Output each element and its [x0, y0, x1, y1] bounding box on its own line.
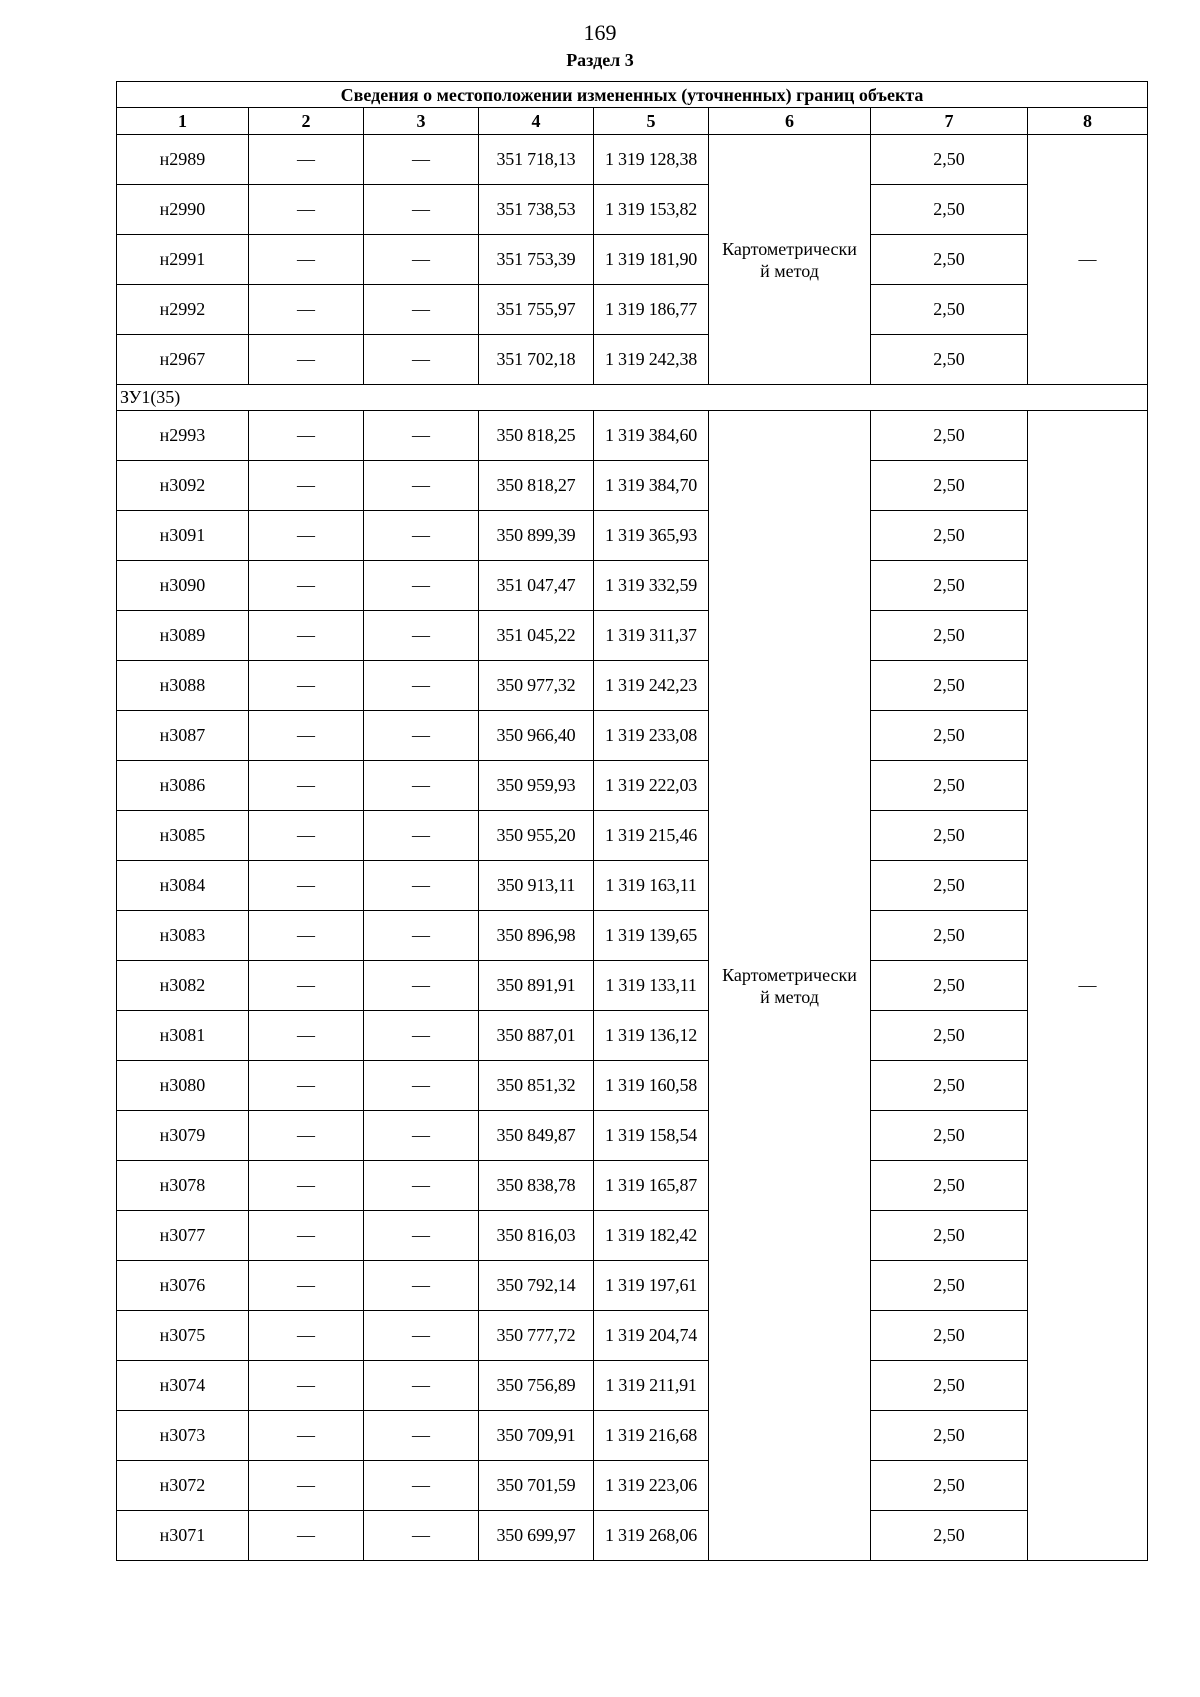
point-id-cell: н3078: [117, 1161, 249, 1211]
column-2-cell: —: [249, 1061, 364, 1111]
accuracy-cell: 2,50: [871, 1011, 1028, 1061]
column-3-cell: —: [364, 1361, 479, 1411]
x-coordinate-cell: 350 777,72: [479, 1311, 594, 1361]
point-id-cell: н2990: [117, 185, 249, 235]
x-coordinate-cell: 350 756,89: [479, 1361, 594, 1411]
column-2-cell: —: [249, 1311, 364, 1361]
accuracy-cell: 2,50: [871, 285, 1028, 335]
x-coordinate-cell: 350 838,78: [479, 1161, 594, 1211]
x-coordinate-cell: 350 818,27: [479, 461, 594, 511]
column-3-cell: —: [364, 1261, 479, 1311]
y-coordinate-cell: 1 319 332,59: [594, 561, 709, 611]
table-row: [117, 285, 1148, 335]
x-coordinate-cell: 350 913,11: [479, 861, 594, 911]
x-coordinate-cell: 350 899,39: [479, 511, 594, 561]
column-3-cell: —: [364, 511, 479, 561]
x-coordinate-cell: 350 849,87: [479, 1111, 594, 1161]
point-id-cell: н2967: [117, 335, 249, 385]
column-number: 4: [479, 108, 594, 135]
x-coordinate-cell: 351 045,22: [479, 611, 594, 661]
table-row: [117, 1111, 1148, 1161]
column-2-cell: —: [249, 1211, 364, 1261]
y-coordinate-cell: 1 319 153,82: [594, 185, 709, 235]
table-caption-row: [117, 82, 1148, 108]
column-2-cell: —: [249, 235, 364, 285]
table-row: [117, 1461, 1148, 1511]
page-number: 169: [583, 20, 617, 45]
accuracy-cell: 2,50: [871, 185, 1028, 235]
column-2-cell: —: [249, 811, 364, 861]
accuracy-cell: 2,50: [871, 1461, 1028, 1511]
column-number: 1: [117, 108, 249, 135]
column-3-cell: —: [364, 761, 479, 811]
group-label: ЗУ1(35): [117, 385, 1148, 411]
accuracy-cell: 2,50: [871, 611, 1028, 661]
column-3-cell: —: [364, 1161, 479, 1211]
y-coordinate-cell: 1 319 160,58: [594, 1061, 709, 1111]
column-3-cell: —: [364, 1461, 479, 1511]
column-3-cell: —: [364, 1011, 479, 1061]
point-id-cell: н3075: [117, 1311, 249, 1361]
accuracy-cell: 2,50: [871, 961, 1028, 1011]
column-2-cell: —: [249, 711, 364, 761]
table-row: [117, 711, 1148, 761]
table-row: [117, 1061, 1148, 1111]
accuracy-cell: 2,50: [871, 1511, 1028, 1561]
method-text-line2: й метод: [760, 260, 819, 281]
point-id-cell: н3072: [117, 1461, 249, 1511]
method-cell: [709, 135, 871, 385]
column-3-cell: —: [364, 561, 479, 611]
y-coordinate-cell: 1 319 268,06: [594, 1511, 709, 1561]
column-3-cell: —: [364, 661, 479, 711]
accuracy-cell: 2,50: [871, 861, 1028, 911]
table-row: [117, 1011, 1148, 1061]
table-row: [117, 1411, 1148, 1461]
column-2-cell: —: [249, 1111, 364, 1161]
column-3-cell: —: [364, 335, 479, 385]
column-2-cell: —: [249, 1411, 364, 1461]
y-coordinate-cell: 1 319 182,42: [594, 1211, 709, 1261]
y-coordinate-cell: 1 319 211,91: [594, 1361, 709, 1411]
point-id-cell: н3090: [117, 561, 249, 611]
point-id-cell: н2993: [117, 411, 249, 461]
group-label-row: [117, 385, 1148, 411]
accuracy-cell: 2,50: [871, 1061, 1028, 1111]
table-row: [117, 1211, 1148, 1261]
accuracy-cell: 2,50: [871, 911, 1028, 961]
column-3-cell: —: [364, 461, 479, 511]
table-row: [117, 561, 1148, 611]
column-2-cell: —: [249, 185, 364, 235]
point-id-cell: н3074: [117, 1361, 249, 1411]
table-row: [117, 411, 1148, 461]
table-row: [117, 1311, 1148, 1361]
column-3-cell: —: [364, 411, 479, 461]
column-2-cell: —: [249, 461, 364, 511]
column-2-cell: —: [249, 1161, 364, 1211]
column-number: 5: [594, 108, 709, 135]
x-coordinate-cell: 350 966,40: [479, 711, 594, 761]
point-id-cell: н2991: [117, 235, 249, 285]
table-row: [117, 235, 1148, 285]
column-3-cell: —: [364, 285, 479, 335]
y-coordinate-cell: 1 319 223,06: [594, 1461, 709, 1511]
accuracy-cell: 2,50: [871, 1161, 1028, 1211]
table-row: [117, 335, 1148, 385]
accuracy-cell: 2,50: [871, 1211, 1028, 1261]
x-coordinate-cell: 351 702,18: [479, 335, 594, 385]
column-number: 2: [249, 108, 364, 135]
x-coordinate-cell: 350 955,20: [479, 811, 594, 861]
column-3-cell: —: [364, 911, 479, 961]
column-number: 3: [364, 108, 479, 135]
point-id-cell: н3071: [117, 1511, 249, 1561]
column-3-cell: —: [364, 861, 479, 911]
x-coordinate-cell: 351 753,39: [479, 235, 594, 285]
x-coordinate-cell: 350 977,32: [479, 661, 594, 711]
method-text-line1: Картометрически: [722, 964, 857, 985]
column-3-cell: —: [364, 235, 479, 285]
x-coordinate-cell: 350 701,59: [479, 1461, 594, 1511]
column-2-cell: —: [249, 285, 364, 335]
point-id-cell: н3077: [117, 1211, 249, 1261]
accuracy-cell: 2,50: [871, 1111, 1028, 1161]
column-2-cell: —: [249, 411, 364, 461]
y-coordinate-cell: 1 319 242,23: [594, 661, 709, 711]
point-id-cell: н3081: [117, 1011, 249, 1061]
column-3-cell: —: [364, 1211, 479, 1261]
column-3-cell: —: [364, 185, 479, 235]
accuracy-cell: 2,50: [871, 411, 1028, 461]
column-2-cell: —: [249, 511, 364, 561]
table-body: [117, 135, 1148, 1561]
column-2-cell: —: [249, 911, 364, 961]
x-coordinate-cell: 351 718,13: [479, 135, 594, 185]
table-row: [117, 1361, 1148, 1411]
column-2-cell: —: [249, 961, 364, 1011]
accuracy-cell: 2,50: [871, 1361, 1028, 1411]
column-number: 6: [709, 108, 871, 135]
x-coordinate-cell: 350 887,01: [479, 1011, 594, 1061]
column-2-cell: —: [249, 335, 364, 385]
point-id-cell: н3088: [117, 661, 249, 711]
method-text-line2: й метод: [760, 986, 819, 1007]
point-id-cell: н3083: [117, 911, 249, 961]
column-3-cell: —: [364, 1111, 479, 1161]
point-id-cell: н3084: [117, 861, 249, 911]
column-2-cell: —: [249, 1361, 364, 1411]
accuracy-cell: 2,50: [871, 761, 1028, 811]
table-caption: Сведения о местоположении измененных (уточненных) границ объекта: [117, 82, 1148, 108]
column-3-cell: —: [364, 1061, 479, 1111]
y-coordinate-cell: 1 319 216,68: [594, 1411, 709, 1461]
accuracy-cell: 2,50: [871, 511, 1028, 561]
column-2-cell: —: [249, 611, 364, 661]
point-id-cell: н3092: [117, 461, 249, 511]
accuracy-cell: 2,50: [871, 1311, 1028, 1361]
y-coordinate-cell: 1 319 163,11: [594, 861, 709, 911]
y-coordinate-cell: 1 319 165,87: [594, 1161, 709, 1211]
table-row: [117, 961, 1148, 1011]
column-3-cell: —: [364, 135, 479, 185]
y-coordinate-cell: 1 319 128,38: [594, 135, 709, 185]
column-3-cell: —: [364, 1511, 479, 1561]
column-numbers-row: [117, 108, 1148, 135]
x-coordinate-cell: 351 755,97: [479, 285, 594, 335]
y-coordinate-cell: 1 319 158,54: [594, 1111, 709, 1161]
column-2-cell: —: [249, 1261, 364, 1311]
table-row: [117, 135, 1148, 185]
accuracy-cell: 2,50: [871, 1261, 1028, 1311]
column-3-cell: —: [364, 961, 479, 1011]
column-3-cell: —: [364, 1411, 479, 1461]
y-coordinate-cell: 1 319 233,08: [594, 711, 709, 761]
point-id-cell: н3085: [117, 811, 249, 861]
accuracy-cell: 2,50: [871, 711, 1028, 761]
y-coordinate-cell: 1 319 222,03: [594, 761, 709, 811]
y-coordinate-cell: 1 319 133,11: [594, 961, 709, 1011]
y-coordinate-cell: 1 319 311,37: [594, 611, 709, 661]
x-coordinate-cell: 351 738,53: [479, 185, 594, 235]
column-2-cell: —: [249, 135, 364, 185]
table-row: [117, 1261, 1148, 1311]
point-id-cell: н3089: [117, 611, 249, 661]
point-id-cell: н3087: [117, 711, 249, 761]
column-3-cell: —: [364, 611, 479, 661]
y-coordinate-cell: 1 319 136,12: [594, 1011, 709, 1061]
point-id-cell: н3091: [117, 511, 249, 561]
point-id-cell: н2989: [117, 135, 249, 185]
x-coordinate-cell: 351 047,47: [479, 561, 594, 611]
x-coordinate-cell: 350 816,03: [479, 1211, 594, 1261]
accuracy-cell: 2,50: [871, 335, 1028, 385]
y-coordinate-cell: 1 319 384,70: [594, 461, 709, 511]
y-coordinate-cell: 1 319 204,74: [594, 1311, 709, 1361]
coordinates-table: [116, 81, 1148, 1561]
table-header: [117, 82, 1148, 135]
section-title: Раздел 3: [566, 50, 634, 70]
accuracy-cell: 2,50: [871, 461, 1028, 511]
y-coordinate-cell: 1 319 384,60: [594, 411, 709, 461]
column-2-cell: —: [249, 561, 364, 611]
table-row: [117, 811, 1148, 861]
table-row: [117, 761, 1148, 811]
y-coordinate-cell: 1 319 186,77: [594, 285, 709, 335]
column-2-cell: —: [249, 1511, 364, 1561]
table-row: [117, 1511, 1148, 1561]
table-row: [117, 511, 1148, 561]
column-3-cell: —: [364, 1311, 479, 1361]
method-text-line1: Картометрически: [722, 238, 857, 259]
table-row: [117, 611, 1148, 661]
column-2-cell: —: [249, 861, 364, 911]
x-coordinate-cell: 350 699,97: [479, 1511, 594, 1561]
x-coordinate-cell: 350 959,93: [479, 761, 594, 811]
x-coordinate-cell: 350 891,91: [479, 961, 594, 1011]
accuracy-cell: 2,50: [871, 661, 1028, 711]
point-id-cell: н3080: [117, 1061, 249, 1111]
accuracy-cell: 2,50: [871, 135, 1028, 185]
x-coordinate-cell: 350 792,14: [479, 1261, 594, 1311]
point-id-cell: н3076: [117, 1261, 249, 1311]
table-row: [117, 861, 1148, 911]
point-id-cell: н3073: [117, 1411, 249, 1461]
column-2-cell: —: [249, 1011, 364, 1061]
column-3-cell: —: [364, 811, 479, 861]
table-row: [117, 185, 1148, 235]
accuracy-cell: 2,50: [871, 235, 1028, 285]
table-row: [117, 461, 1148, 511]
method-cell: [709, 411, 871, 1561]
column-3-cell: —: [364, 711, 479, 761]
column-8-cell: —: [1028, 411, 1148, 1561]
y-coordinate-cell: 1 319 139,65: [594, 911, 709, 961]
x-coordinate-cell: 350 818,25: [479, 411, 594, 461]
x-coordinate-cell: 350 896,98: [479, 911, 594, 961]
point-id-cell: н2992: [117, 285, 249, 335]
accuracy-cell: 2,50: [871, 811, 1028, 861]
table-row: [117, 661, 1148, 711]
point-id-cell: н3082: [117, 961, 249, 1011]
y-coordinate-cell: 1 319 242,38: [594, 335, 709, 385]
column-number: 7: [871, 108, 1028, 135]
point-id-cell: н3079: [117, 1111, 249, 1161]
y-coordinate-cell: 1 319 181,90: [594, 235, 709, 285]
accuracy-cell: 2,50: [871, 561, 1028, 611]
point-id-cell: н3086: [117, 761, 249, 811]
column-2-cell: —: [249, 1461, 364, 1511]
accuracy-cell: 2,50: [871, 1411, 1028, 1461]
y-coordinate-cell: 1 319 197,61: [594, 1261, 709, 1311]
column-2-cell: —: [249, 761, 364, 811]
column-2-cell: —: [249, 661, 364, 711]
x-coordinate-cell: 350 709,91: [479, 1411, 594, 1461]
column-number: 8: [1028, 108, 1148, 135]
column-8-cell: —: [1028, 135, 1148, 385]
y-coordinate-cell: 1 319 365,93: [594, 511, 709, 561]
table-row: [117, 1161, 1148, 1211]
x-coordinate-cell: 350 851,32: [479, 1061, 594, 1111]
table-row: [117, 911, 1148, 961]
y-coordinate-cell: 1 319 215,46: [594, 811, 709, 861]
